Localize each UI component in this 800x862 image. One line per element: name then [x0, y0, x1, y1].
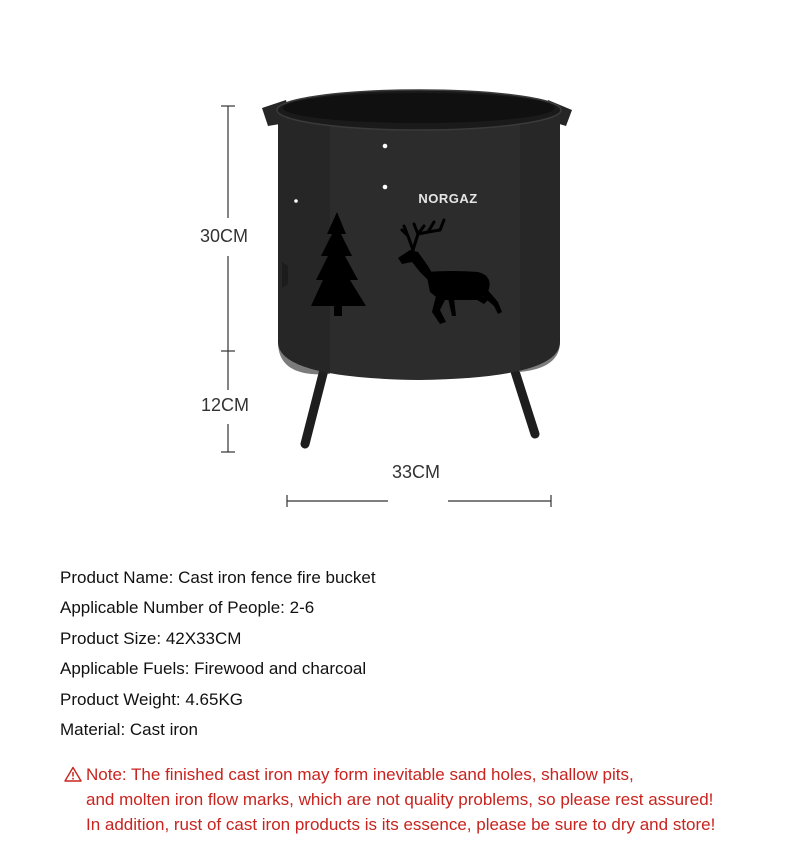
- note-text-1: Note: The finished cast iron may form inevitable sand holes, shallow pits,: [86, 765, 634, 784]
- spec-product-size: Product Size: 42X33CM: [60, 628, 242, 648]
- spec-product-name: Product Name: Cast iron fence fire bucket: [60, 568, 376, 587]
- note-line-1: [64, 762, 784, 787]
- spec-applicable-fuels: Applicable Fuels: Firewood and charcoal: [60, 659, 367, 679]
- height-body-label: 30CM: [200, 226, 249, 246]
- warning-triangle-icon: [64, 766, 82, 782]
- spec-material: Material: Cast iron: [60, 719, 198, 739]
- spec-product-weight: Product Weight: 4.65KG: [60, 689, 244, 709]
- brand-logo: NORGAZ: [418, 191, 478, 206]
- spec-number-of-people: Applicable Number of People: 2-6: [60, 598, 315, 618]
- note-text-2: and molten iron flow marks, which are not quality problems, so please rest assured!: [86, 790, 714, 809]
- width-label: 33CM: [392, 462, 441, 482]
- height-legs-label: 12CM: [201, 395, 250, 415]
- note-text-3: In addition, rust of cast iron products is its essence, please be sure to dry and store!: [86, 815, 716, 834]
- product-specs: [60, 563, 760, 745]
- width-dimension-line: [287, 495, 551, 507]
- quality-note: [64, 762, 784, 837]
